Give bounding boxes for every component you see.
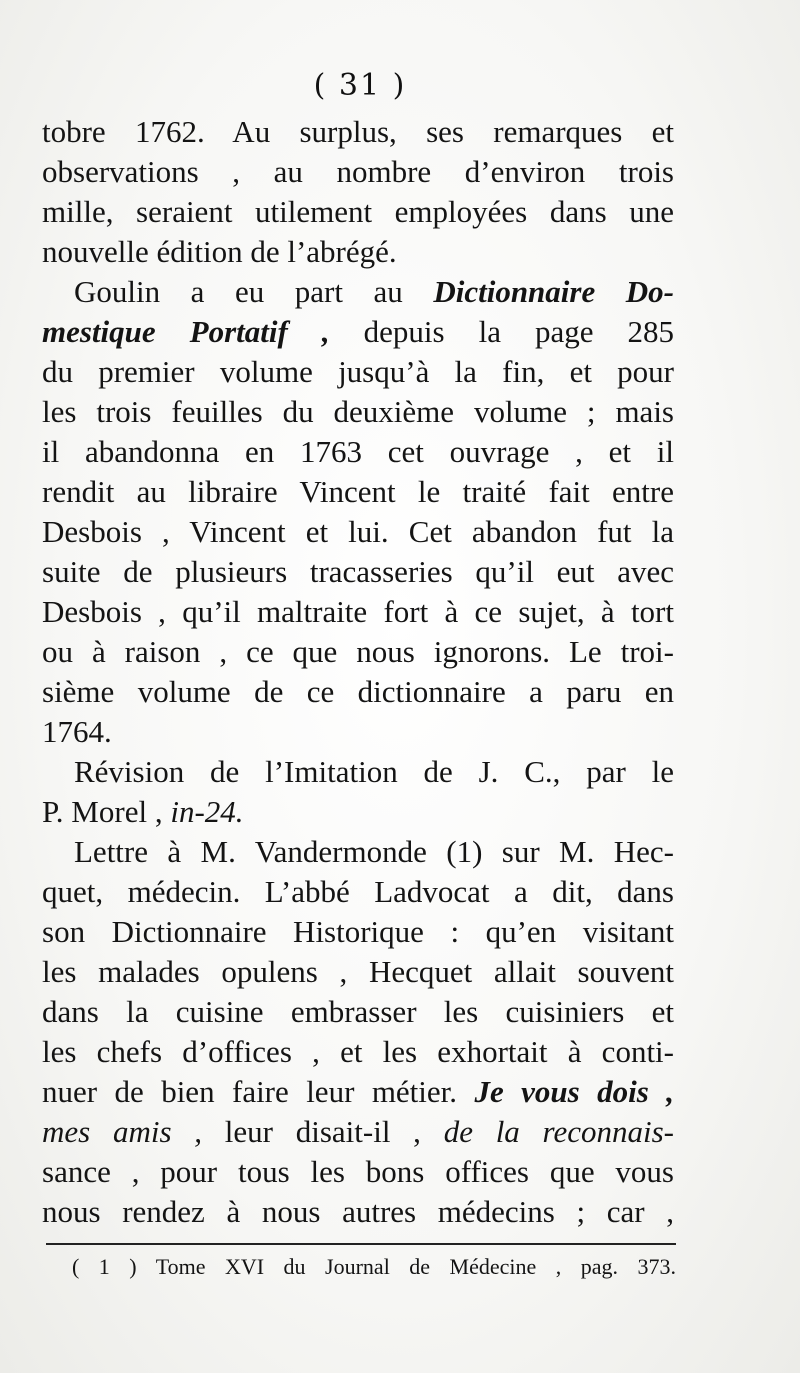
text-line: nous rendez à nous autres médecins ; car ,: [42, 1194, 674, 1229]
text-segment: nuer de bien faire leur métier.: [42, 1074, 458, 1109]
italic-title-segment: Dictionnaire Do-: [433, 274, 674, 309]
italic-title-segment: mestique Portatif ,: [42, 314, 330, 349]
italic-segment: mes amis ,: [42, 1114, 203, 1149]
text-segment: depuis la page 285: [363, 314, 674, 349]
text-line: suite de plusieurs tracasseries qu’il eut avec: [42, 554, 674, 589]
italic-segment: de la reconnais-: [443, 1114, 674, 1149]
footnote: ( 1 ) Tome XVI du Journal de Médecine , pag. 373.: [72, 1254, 676, 1279]
text-line: sance , pour tous les bons offices que vous: [42, 1154, 674, 1189]
text-line: [42, 1072, 674, 1112]
body-text: [42, 112, 674, 1232]
text-line: sième volume de ce dictionnaire a paru en: [42, 674, 674, 709]
text-line: Révision de l’Imitation de J. C., par le: [74, 754, 674, 789]
text-line: quet, médecin. L’abbé Ladvocat a dit, dans: [42, 874, 674, 909]
text-line: il abandonna en 1763 cet ouvrage , et il: [42, 434, 674, 469]
text-line: Desbois , qu’il maltraite fort à ce sujet, à tort: [42, 594, 674, 629]
text-line: tobre 1762. Au surplus, ses remarques et: [42, 114, 674, 149]
text-line: observations , au nombre d’environ trois: [42, 154, 674, 189]
text-segment: Goulin a eu part au: [74, 274, 403, 309]
text-line: [42, 272, 674, 312]
text-line: [42, 1112, 674, 1152]
text-line: du premier volume jusqu’à la fin, et pour: [42, 354, 674, 389]
text-line: mille, seraient utilement employées dans une: [42, 194, 674, 229]
text-segment: P. Morel ,: [42, 794, 163, 829]
text-line: dans la cuisine embrasser les cuisiniers et: [42, 994, 674, 1029]
text-line: Lettre à M. Vandermonde (1) sur M. Hec-: [74, 834, 674, 869]
italic-segment: in-24.: [170, 794, 244, 829]
text-line: 1764.: [42, 714, 112, 749]
text-line: nouvelle édition de l’abrégé.: [42, 234, 397, 269]
text-line: [42, 792, 674, 832]
italic-segment: Je vous dois ,: [474, 1074, 675, 1109]
footnote-rule: [46, 1243, 676, 1245]
text-line: [42, 312, 674, 352]
text-line: ou à raison , ce que nous ignorons. Le troi-: [42, 634, 674, 669]
text-line: rendit au libraire Vincent le traité fait entre: [42, 474, 674, 509]
text-line: Desbois , Vincent et lui. Cet abandon fut la: [42, 514, 674, 549]
text-line: les chefs d’offices , et les exhortait à conti-: [42, 1034, 674, 1069]
text-line: son Dictionnaire Historique : qu’en visitant: [42, 914, 674, 949]
page-number: ( 31 ): [313, 68, 407, 103]
text-line: les malades opulens , Hecquet allait souvent: [42, 954, 674, 989]
text-segment: leur disait-il ,: [224, 1114, 421, 1149]
text-line: les trois feuilles du deuxième volume ; mais: [42, 394, 674, 429]
